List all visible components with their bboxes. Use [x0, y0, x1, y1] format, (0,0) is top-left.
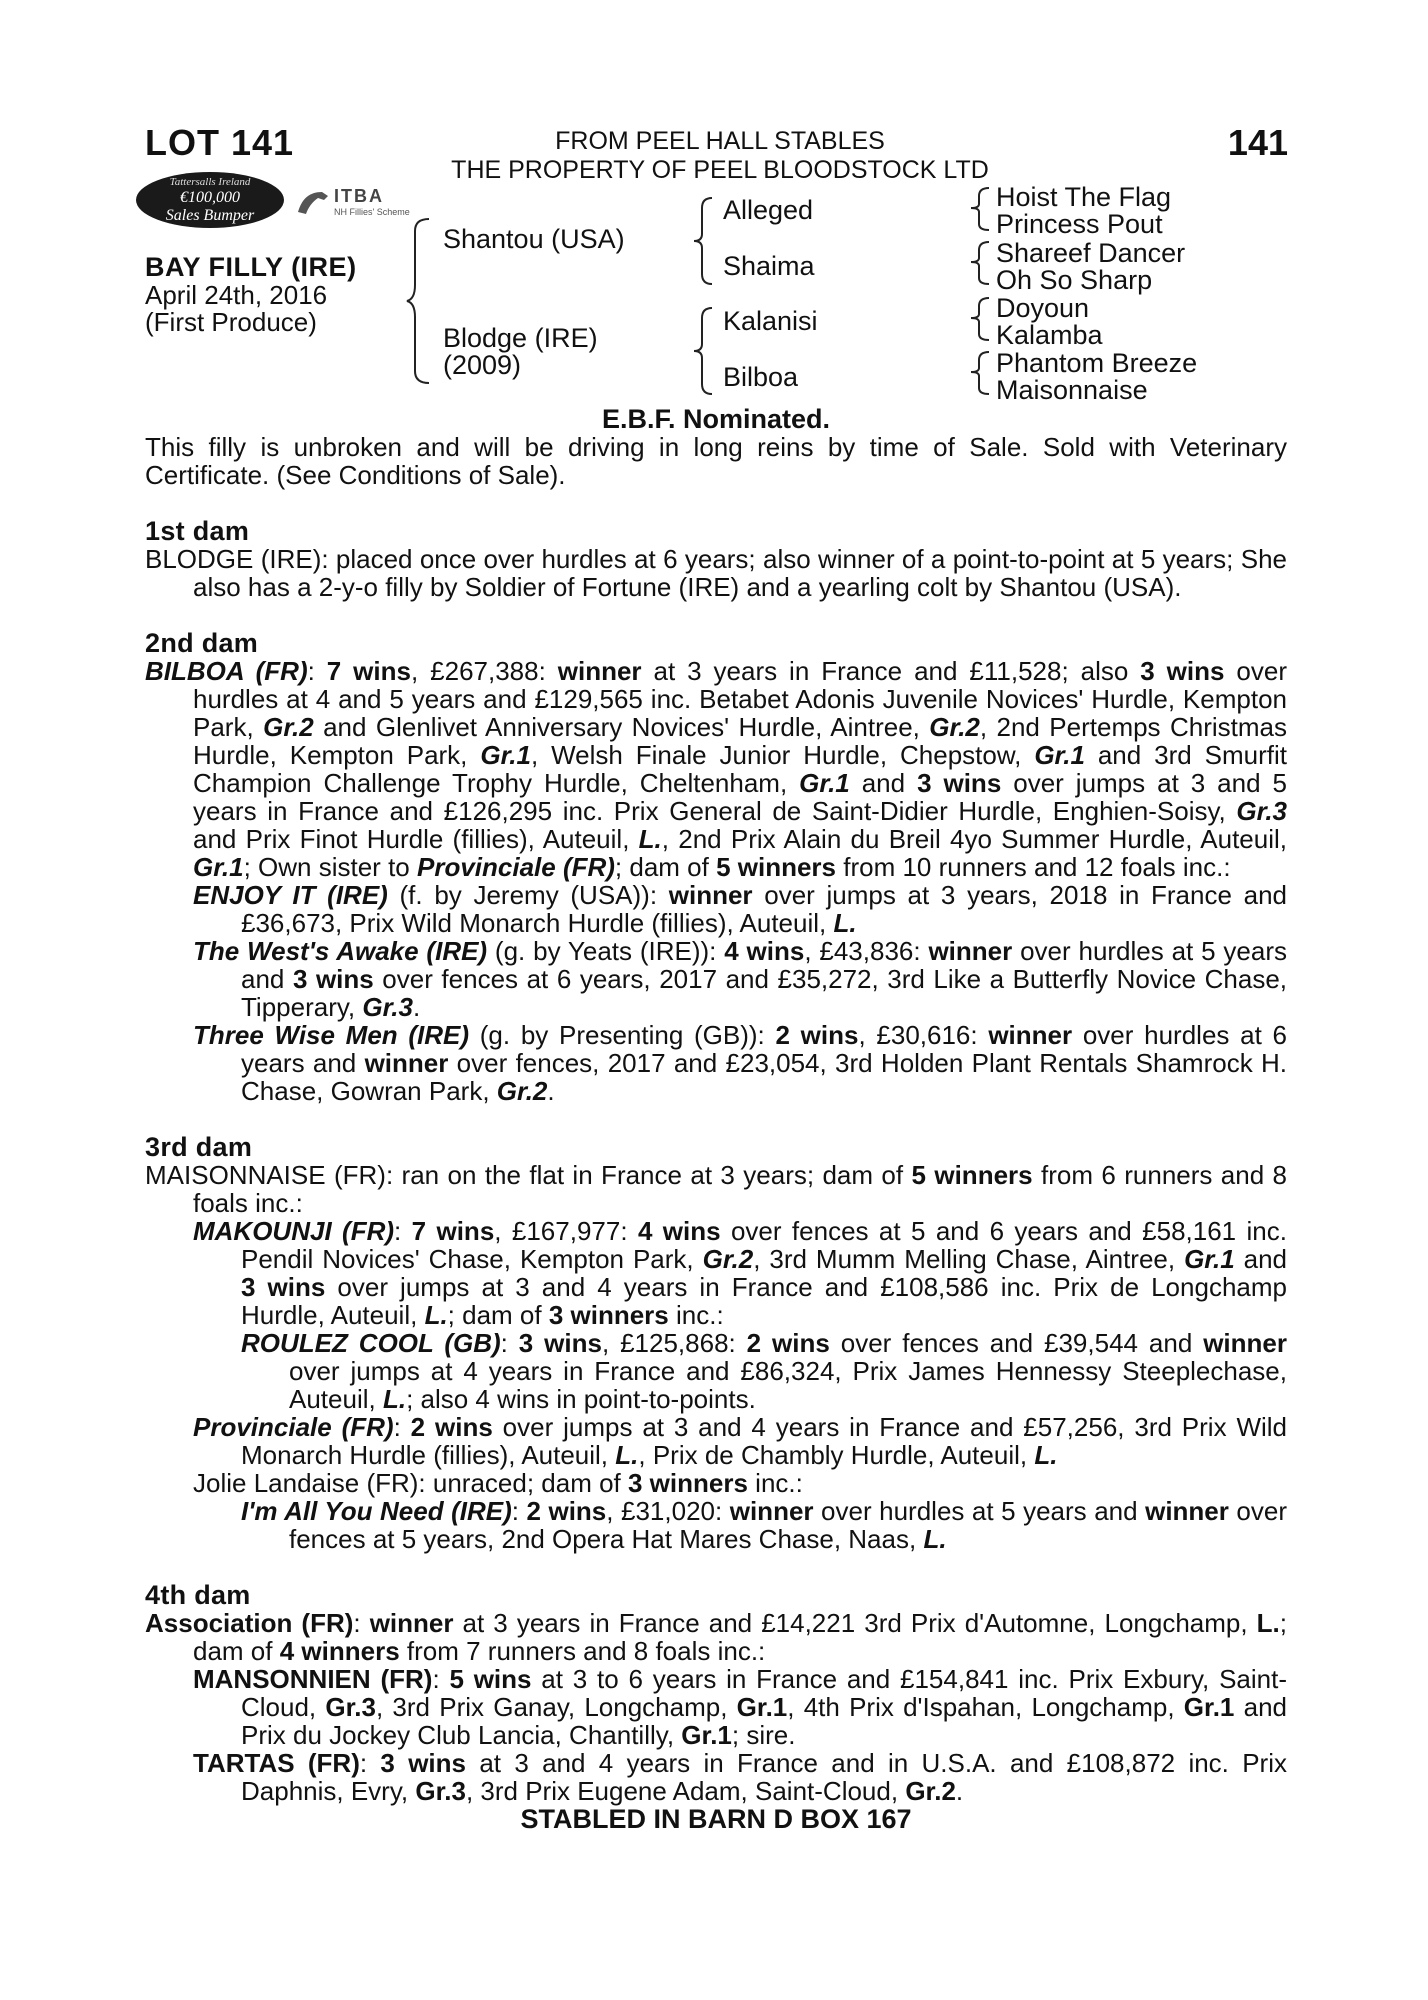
produce-three-wise-men: Three Wise Men (IRE) (g. by Presenting (GB)): 2 wins, £30,616: winner over hurdles at 6 years and winner over fences, 2017 and £23,054, 3rd Holden Plant Rentals Shamrock H. Chase, Gowran Park, Gr.2. — [193, 1020, 1288, 1106]
first-dam-heading: 1st dam — [145, 516, 250, 546]
pedigree-brace-sire — [690, 196, 720, 286]
second-dam-heading: 2nd dam — [145, 628, 259, 658]
pedigree-gs-alleged: Alleged — [723, 195, 814, 225]
tattersalls-sales-bumper-badge — [136, 172, 284, 228]
first-dam-text: BLODGE (IRE): placed once over hurdles at 6 years; also winner of a point-to-point at 5 years; She also has a 2-y-o filly by Soldier of Fortune (IRE) and a yearling colt by Shantou (USA). — [145, 544, 1287, 602]
produce-mansonnien: MANSONNIEN (FR): 5 wins at 3 to 6 years in France and £154,841 inc. Prix Exbury, Saint-Cloud, Gr.3, 3rd Prix Ganay, Longchamp, Gr.1, 4th Prix d'Ispahan, Longchamp, Gr.1 and Prix du Jockey Club Lancia, Chantilly, Gr.1; sire. — [193, 1664, 1287, 1750]
lot-number: 141 — [1227, 122, 1288, 163]
horse-head-icon — [296, 188, 330, 216]
consignor-line: FROM PEEL HALL STABLES — [555, 127, 885, 155]
pedigree-sire: Shantou (USA) — [443, 224, 625, 254]
pedigree-dam-year: (2009) — [443, 350, 522, 380]
produce-wests-awake: The West's Awake (IRE) (g. by Yeats (IRE)): 4 wins, £43,836: winner over hurdles at 5 years and 3 wins over fences at 6 years, 2017 and £35,272, 3rd Like a Butterfly Novice Chase, Tipperary, Gr.3. — [193, 936, 1287, 1022]
pedigree-gd-shaima: Shaima — [723, 251, 815, 281]
fourth-dam-heading: 4th dam — [145, 1580, 251, 1610]
pedigree-ggs-8: Maisonnaise — [996, 375, 1148, 405]
pedigree-brace-main — [405, 215, 435, 385]
second-dam-bilboa: BILBOA (FR): 7 wins, £267,388: winner at 3 years in France and £11,528; also 3 wins over hurdles at 4 and 5 years and £129,565 inc. Betabet Adonis Juvenile Novices' Hurdle, Kempton Park, Gr.2 and Glenlivet Anniversary Novices' Hurdle, Aintree, Gr.2, 2nd Pertemps Christmas Hurdle, Kempton Park, Gr.1, Welsh Finale Junior Hurdle, Chepstow, Gr.1 and 3rd Smurfit Champion Challenge Trophy Hurdle, Cheltenham, Gr.1 and 3 wins over jumps at 3 and 5 years in France and £126,295 inc. Prix General de Saint-Didier Hurdle, Enghien-Soisy, Gr.3 and Prix Finot Hurdle (fillies), Auteuil, L., 2nd Prix Alain du Breil 4yo Summer Hurdle, Auteuil, Gr.1; Own sister to Provinciale (FR); dam of 5 winners from 10 runners and 12 foals inc.: — [145, 656, 1287, 882]
third-dam-heading: 3rd dam — [145, 1132, 253, 1162]
stabling-footer: STABLED IN BARN D BOX 167 — [520, 1804, 912, 1834]
pedigree-gs-kalanisi: Kalanisi — [723, 306, 818, 336]
produce-provinciale: Provinciale (FR): 2 wins over jumps at 3 and 4 years in France and £57,256, 3rd Prix Wild Monarch Hurdle (fillies), Auteuil, L., Prix de Chambly Hurdle, Auteuil, L. — [193, 1412, 1288, 1470]
fourth-dam-association: Association (FR): winner at 3 years in France and £14,221 3rd Prix d'Automne, Longchamp, L.; dam of 4 winners from 7 runners and 8 foals inc.: — [145, 1608, 1287, 1666]
produce-enjoy-it: ENJOY IT (IRE) (f. by Jeremy (USA)): winner over jumps at 3 years, 2018 in France and £36,673, Prix Wild Monarch Hurdle (fillies), Auteuil, L. — [193, 880, 1288, 938]
badge-line-2: €100,000 — [180, 189, 240, 206]
pedigree-gd-bilboa: Bilboa — [723, 362, 799, 392]
third-dam-maisonnaise: MAISONNAISE (FR): ran on the flat in France at 3 years; dam of 5 winners from 6 runners and 8 foals inc.: — [145, 1160, 1288, 1218]
pedigree-ggs-5: Doyoun — [996, 293, 1090, 323]
property-line: THE PROPERTY OF PEEL BLOODSTOCK LTD — [451, 156, 989, 184]
badge-line-3: Sales Bumper — [165, 207, 255, 224]
pedigree-ggs-7: Phantom Breeze — [996, 348, 1198, 378]
catalogue-body — [145, 405, 1287, 1833]
pedigree-dam: Blodge (IRE) — [443, 323, 598, 353]
itba-subtitle: NH Fillies' Scheme — [334, 207, 410, 217]
pedigree-ggs-6: Kalamba — [996, 320, 1103, 350]
itba-title: ITBA — [334, 186, 384, 206]
horse-note: (First Produce) — [145, 307, 317, 337]
produce-makounji: MAKOUNJI (FR): 7 wins, £167,977: 4 wins over fences at 5 and 6 years and £58,161 inc. Pendil Novices' Chase, Kempton Park, Gr.2, 3rd Mumm Melling Chase, Aintree, Gr.1 and 3 wins over jumps at 3 and 4 years in France and £108,586 inc. Prix de Longchamp Hurdle, Auteuil, L.; dam of 3 winners inc.: — [193, 1216, 1288, 1330]
horse-name: BAY FILLY (IRE) — [145, 252, 357, 282]
produce-tartas: TARTAS (FR): 3 wins at 3 and 4 years in France and in U.S.A. and £108,872 inc. Prix Daphnis, Evry, Gr.3, 3rd Prix Eugene Adam, Saint-Cloud, Gr.2. — [193, 1748, 1287, 1806]
produce-roulez-cool: ROULEZ COOL (GB): 3 wins, £125,868: 2 wins over fences and £39,544 and winner over jumps at 4 years in France and £86,324, Prix James Hennessy Steeplechase, Auteuil, L.; also 4 wins in point-to-points. — [241, 1328, 1287, 1414]
produce-jolie-landaise: Jolie Landaise (FR): unraced; dam of 3 winners inc.: — [193, 1468, 803, 1498]
pedigree-ggs-4: Oh So Sharp — [996, 265, 1153, 295]
pedigree-ggs-3: Shareef Dancer — [996, 238, 1186, 268]
horse-dob: April 24th, 2016 — [145, 280, 328, 310]
lot-label: LOT 141 — [145, 122, 295, 163]
pedigree-braces-ggs — [965, 184, 995, 404]
pedigree-ggs-1: Hoist The Flag — [996, 182, 1172, 212]
pedigree-ggs-2: Princess Pout — [996, 209, 1163, 239]
intro-text: This filly is unbroken and will be driving in long reins by time of Sale. Sold with Veterinary Certificate. (See Conditions of Sale). — [145, 432, 1287, 490]
produce-im-all-you-need: I'm All You Need (IRE): 2 wins, £31,020: winner over hurdles at 5 years and winner over fences at 5 years, 2nd Opera Hat Mares Chase, Naas, L. — [241, 1496, 1287, 1554]
pedigree-brace-dam — [690, 306, 720, 396]
ebf-nominated: E.B.F. Nominated. — [601, 404, 831, 434]
badge-line-1: Tattersalls Ireland — [169, 176, 251, 188]
